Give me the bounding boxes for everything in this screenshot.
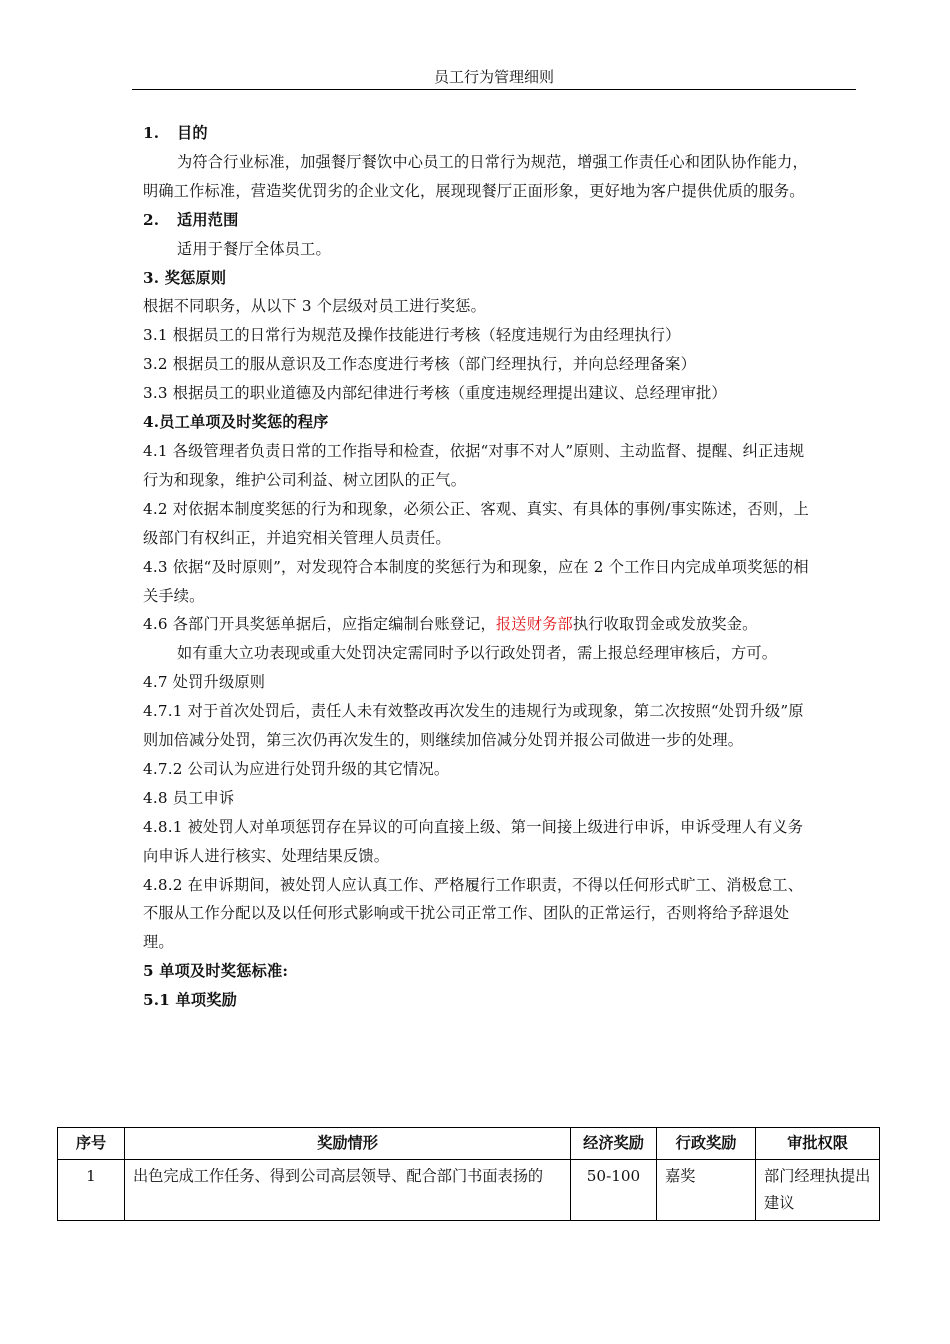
section-4-7-1: 4.7.1 对于首次处罚后，责任人未有效整改再次发生的违规行为或现象，第二次按照“处罚升级”原则加倍减分处罚，第三次仍再次发生的，则继续加倍减分处罚并报公司做进一步的处理。 — [143, 702, 804, 750]
section-1-body: 为符合行业标准，加强餐厅餐饮中心员工的日常行为规范，增强工作责任心和团队协作能力，明确工作标准，营造奖优罚劣的企业文化，展现现餐厅正面形象，更好地为客户提供优质的服务。 — [143, 152, 808, 200]
table-header-row — [58, 1128, 880, 1160]
header-divider — [132, 89, 856, 90]
section-3-item-3: 3.3 根据员工的职业道德及内部纪律进行考核（重度违规经理提出建议、总经理审批） — [143, 384, 727, 403]
section-3-item-1: 3.1 根据员工的日常行为规范及操作技能进行考核（轻度违规行为由经理执行） — [143, 326, 681, 345]
section-4-6-continuation: 如有重大立功表现或重大处罚决定需同时予以行政处罚者，需上报总经理审核后，方可。 — [177, 644, 778, 663]
section-2-body: 适用于餐厅全体员工。 — [177, 239, 331, 258]
section-3-heading: 3. 奖惩原则 — [143, 268, 227, 287]
section-5-1-heading: 5.1 单项奖励 — [143, 991, 238, 1010]
section-4-3: 4.3 依据“及时原则”，对发现符合本制度的奖惩行为和现象，应在 2 个工作日内完成单项奖惩的相关手续。 — [143, 557, 809, 605]
section-4-7: 4.7 处罚升级原则 — [143, 673, 266, 692]
section-3-intro: 根据不同职务，从以下 3 个层级对员工进行奖惩。 — [143, 297, 487, 316]
section-4-1: 4.1 各级管理者负责日常的工作指导和检查，依据“对事不对人”原则、主动监督、提醒、纠正违规行为和现象，维护公司利益、树立团队的正气。 — [143, 441, 805, 489]
cell-administrative-reward: 嘉奖 — [657, 1160, 756, 1221]
award-table — [57, 1127, 880, 1221]
header-cell-administrative-reward: 行政奖励 — [657, 1128, 756, 1160]
section-4-2: 4.2 对依据本制度奖惩的行为和现象，必须公正、客观、真实、有具体的事例/事实陈述，否则，上级部门有权纠正，并追究相关管理人员责任。 — [143, 499, 809, 547]
section-3-item-2: 3.2 根据员工的服从意识及工作态度进行考核（部门经理执行，并向总经理备案） — [143, 355, 696, 374]
section-2-number: 2. — [143, 210, 160, 229]
section-4-6-highlight: 报送财务部 — [495, 615, 573, 634]
section-4-6-text-after: 执行收取罚金或发放奖金。 — [572, 615, 758, 634]
section-2-title: 适用范围 — [177, 210, 239, 229]
document-body — [143, 119, 815, 1015]
header-cell-economic-reward: 经济奖励 — [571, 1128, 657, 1160]
header-cell-situation: 奖励情形 — [125, 1128, 571, 1160]
section-4-6-text-before: 4.6 各部门开具奖惩单据后，应指定编制台账登记， — [143, 615, 496, 634]
section-1-title: 目的 — [177, 124, 208, 142]
header-cell-index: 序号 — [58, 1128, 125, 1160]
cell-approval-authority: 部门经理执提出建议 — [756, 1160, 880, 1221]
section-4-8-2: 4.8.2 在申诉期间，被处罚人应认真工作、严格履行工作职责，不得以任何形式旷工、消极怠工、不服从工作分配以及以任何形式影响或干扰公司正常工作、团队的正常运行，否则将给予辞退处理。 — [143, 875, 804, 952]
page-header-title: 员工行为管理细则 — [433, 68, 554, 86]
table-row — [58, 1160, 880, 1221]
section-1-number: 1. — [143, 124, 160, 142]
cell-economic-reward: 50-100 — [571, 1160, 657, 1221]
section-4-7-2: 4.7.2 公司认为应进行处罚升级的其它情况。 — [143, 759, 450, 778]
section-2-heading — [143, 206, 815, 235]
section-4-8: 4.8 员工申诉 — [143, 788, 235, 807]
cell-index: 1 — [58, 1160, 125, 1221]
section-5-heading: 5 单项及时奖惩标准: — [143, 962, 289, 981]
cell-situation: 出色完成工作任务、得到公司高层领导、配合部门书面表扬的 — [125, 1160, 571, 1221]
section-4-6 — [143, 610, 815, 639]
section-1-heading — [143, 119, 815, 148]
section-4-8-1: 4.8.1 被处罚人对单项惩罚存在异议的可向直接上级、第一间接上级进行申诉，申诉受理人有义务向申诉人进行核实、处理结果反馈。 — [143, 817, 804, 865]
section-4-heading: 4.员工单项及时奖惩的程序 — [143, 413, 329, 432]
header-cell-approval-authority: 审批权限 — [756, 1128, 880, 1160]
